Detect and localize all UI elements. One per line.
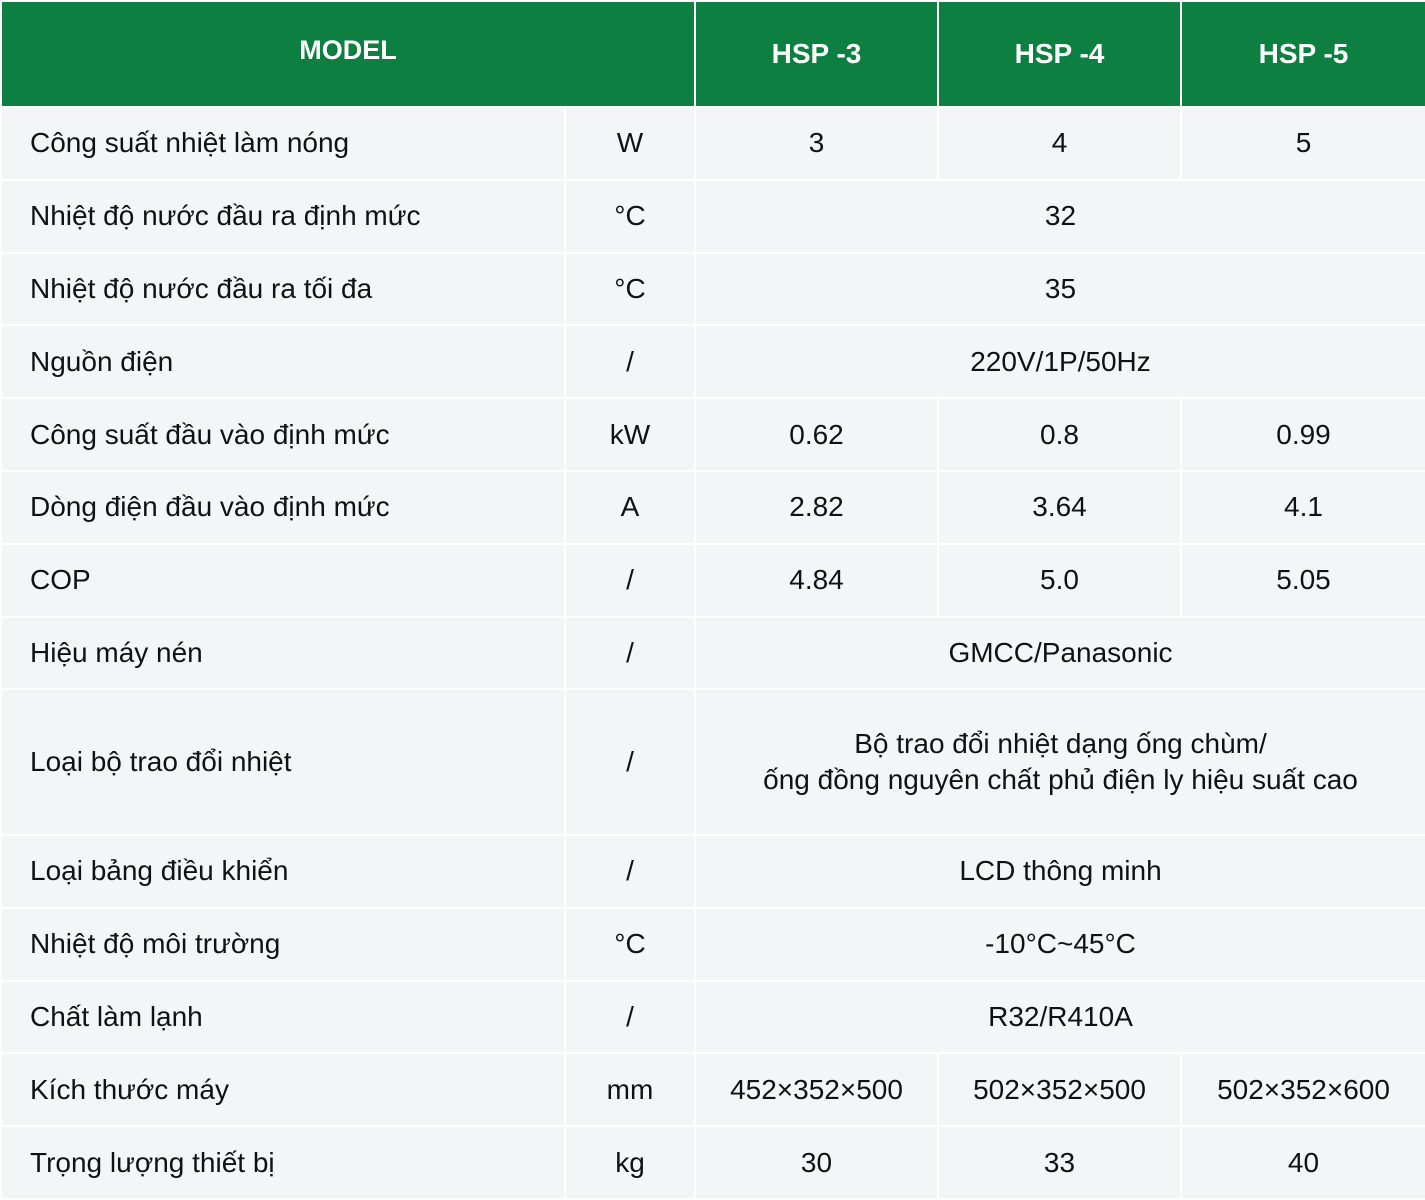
table-row <box>1 1053 1425 1126</box>
param-label: COP <box>1 544 565 617</box>
value-cell: 5.05 <box>1181 544 1425 617</box>
value-cell: 4.84 <box>695 544 938 617</box>
unit-cell: / <box>565 689 695 835</box>
param-label: Chất làm lạnh <box>1 981 565 1054</box>
table-row <box>1 471 1425 544</box>
header-row <box>1 1 1425 107</box>
unit-cell: °C <box>565 908 695 981</box>
unit-cell: / <box>565 835 695 908</box>
table-row <box>1 325 1425 398</box>
value-cell: -10°C~45°C <box>695 908 1425 981</box>
param-label: Công suất đầu vào định mức <box>1 398 565 471</box>
param-label: Công suất nhiệt làm nóng <box>1 107 565 180</box>
value-cell: 3.64 <box>938 471 1181 544</box>
table-row <box>1 617 1425 690</box>
table-row <box>1 107 1425 180</box>
value-cell: 33 <box>938 1126 1181 1199</box>
param-label: Loại bảng điều khiển <box>1 835 565 908</box>
unit-cell: °C <box>565 253 695 326</box>
param-label: Dòng điện đầu vào định mức <box>1 471 565 544</box>
value-cell: 502×352×600 <box>1181 1053 1425 1126</box>
unit-cell: / <box>565 981 695 1054</box>
value-cell: 5 <box>1181 107 1425 180</box>
unit-cell: / <box>565 544 695 617</box>
unit-cell: mm <box>565 1053 695 1126</box>
value-cell: LCD thông minh <box>695 835 1425 908</box>
model-header: MODEL <box>1 1 695 107</box>
value-cell: 4.1 <box>1181 471 1425 544</box>
param-label: Hiệu máy nén <box>1 617 565 690</box>
value-cell: 0.62 <box>695 398 938 471</box>
param-label: Nhiệt độ nước đầu ra định mức <box>1 180 565 253</box>
model-hsp5-header: HSP -5 <box>1181 1 1425 107</box>
value-cell: 452×352×500 <box>695 1053 938 1126</box>
table-row <box>1 180 1425 253</box>
table-row <box>1 981 1425 1054</box>
param-label: Nguồn điện <box>1 325 565 398</box>
value-cell: 4 <box>938 107 1181 180</box>
unit-cell: / <box>565 325 695 398</box>
table-row <box>1 835 1425 908</box>
value-cell: 30 <box>695 1126 938 1199</box>
param-label: Loại bộ trao đổi nhiệt <box>1 689 565 835</box>
table-row <box>1 689 1425 835</box>
value-cell: 220V/1P/50Hz <box>695 325 1425 398</box>
value-cell: 0.8 <box>938 398 1181 471</box>
value-cell: 40 <box>1181 1126 1425 1199</box>
unit-cell: W <box>565 107 695 180</box>
unit-cell: kW <box>565 398 695 471</box>
table-row <box>1 1126 1425 1199</box>
value-line: Bộ trao đổi nhiệt dạng ống chùm/ <box>854 728 1267 760</box>
value-cell <box>695 689 1425 835</box>
value-cell: 32 <box>695 180 1425 253</box>
model-hsp4-header: HSP -4 <box>938 1 1181 107</box>
param-label: Nhiệt độ nước đầu ra tối đa <box>1 253 565 326</box>
unit-cell: A <box>565 471 695 544</box>
value-cell: 35 <box>695 253 1425 326</box>
param-label: Nhiệt độ môi trường <box>1 908 565 981</box>
table-row <box>1 544 1425 617</box>
table-row <box>1 398 1425 471</box>
value-cell: 3 <box>695 107 938 180</box>
unit-cell: °C <box>565 180 695 253</box>
value-cell: 5.0 <box>938 544 1181 617</box>
value-cell: 0.99 <box>1181 398 1425 471</box>
table-row <box>1 908 1425 981</box>
value-cell: 502×352×500 <box>938 1053 1181 1126</box>
value-line: ống đồng nguyên chất phủ điện ly hiệu suất cao <box>763 764 1358 796</box>
model-hsp3-header: HSP -3 <box>695 1 938 107</box>
param-label: Kích thước máy <box>1 1053 565 1126</box>
table-row <box>1 253 1425 326</box>
unit-cell: / <box>565 617 695 690</box>
value-cell: R32/R410A <box>695 981 1425 1054</box>
value-cell: GMCC/Panasonic <box>695 617 1425 690</box>
unit-cell: kg <box>565 1126 695 1199</box>
value-cell: 2.82 <box>695 471 938 544</box>
param-label: Trọng lượng thiết bị <box>1 1126 565 1199</box>
